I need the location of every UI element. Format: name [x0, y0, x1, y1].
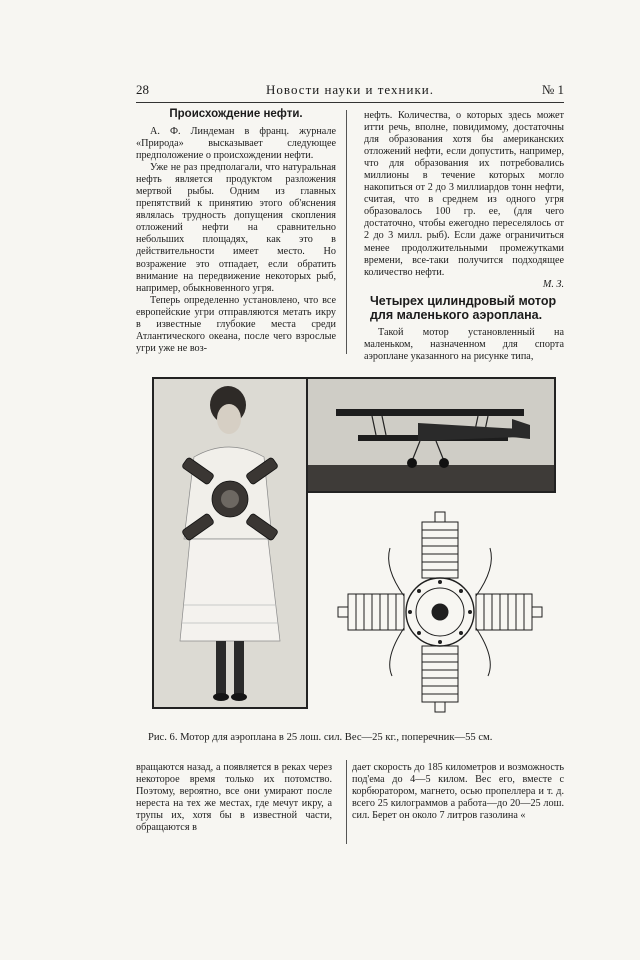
article-title-oil: Происхождение нефти. — [169, 108, 303, 120]
journal-title: Новости науки и техники. — [266, 82, 434, 97]
left-column-bottom — [136, 762, 332, 834]
photo-woman-with-engine — [152, 377, 308, 709]
paragraph: Такой мотор установленный на маленьком, назначенном для спорта аэроплане указанного на рисунке типа, — [364, 326, 564, 362]
photo-biplane — [306, 377, 556, 493]
paragraph: нефть. Количества, о которых здесь может итти речь, вполне, повидимому, достаточны для образования хотя бы американских отложений нефти, если допустить, например, что для образования их потребовались миллионы в течение которых могло накопиться от 2 до 3 миллиардов тонн нефти, считая, что в среднем из одного угря образовалось 100 гр. ее, (для чего достаточно, чтобы ежегодно переселялось от 2 до 3 милл. рыб). Если даже ограничиться менее продолжительными промежутками времени, все-таки получится подходящее количество нефти. — [364, 110, 564, 278]
page-number: 28 — [136, 82, 149, 97]
column-divider — [346, 760, 347, 844]
page-header — [136, 82, 564, 102]
cylinder-bottom — [422, 646, 458, 712]
column-divider — [346, 110, 347, 354]
paragraph: дает скорость до 185 километров и возможность под'ема до 4—5 килом. Вес его, вместе с корбюратором, магнето, осью пропеллера и т. д. всего 25 килограммов а работа—до 20—25 лош. сил. Берет он около 7 литров газолина « — [352, 762, 564, 822]
right-column-bottom — [352, 762, 564, 822]
paragraph: А. Ф. Линдеман в франц. журнале «Природа» высказывает следующее предположение о происхождении нефти. — [136, 126, 336, 162]
paragraph: Теперь определенно установлено, что все европейские угри отправляются метать икру в известные глубокие места среди Атлантического океана, после чего взрослые угри уже не воз- — [136, 294, 336, 354]
cylinder-right — [476, 594, 542, 630]
cylinder-left — [338, 594, 404, 630]
header-rule — [136, 102, 564, 103]
article-title-motor: Четырех цилиндровый мотор для маленького аэроплана. — [370, 293, 557, 322]
paragraph: вращаются назад, а появляется в реках через некоторое время только их потомство. Поэтому, вероятно, все они умирают после нереста на тех же местах, где мечут икру, а трупы их, хотя бы в известной части, обращаются в — [136, 762, 332, 834]
issue-number: № 1 — [541, 82, 564, 97]
cylinder-top — [422, 512, 458, 578]
author-signature: М. З. — [542, 278, 564, 290]
engine-line-drawing — [334, 508, 546, 716]
paragraph: Уже не раз предполагали, что натуральная нефть является продуктом разложения мертвой рыбы. Одним из главных препятствий к принятию этого об'яснения являлась трудность допущения скопления отложений нефти на сравнительно небольших площадях, как это в действительности имеет место. Но возражение это отпадает, если обратить внимание на передвижение некоторых рыб, например, обыкновенного угря. — [136, 162, 336, 294]
right-column-top — [364, 110, 564, 363]
left-column-top — [136, 108, 336, 355]
figure-caption: Рис. 6. Мотор для аэроплана в 25 лош. сил. Вес—25 кг., поперечник—55 см. — [148, 732, 493, 743]
